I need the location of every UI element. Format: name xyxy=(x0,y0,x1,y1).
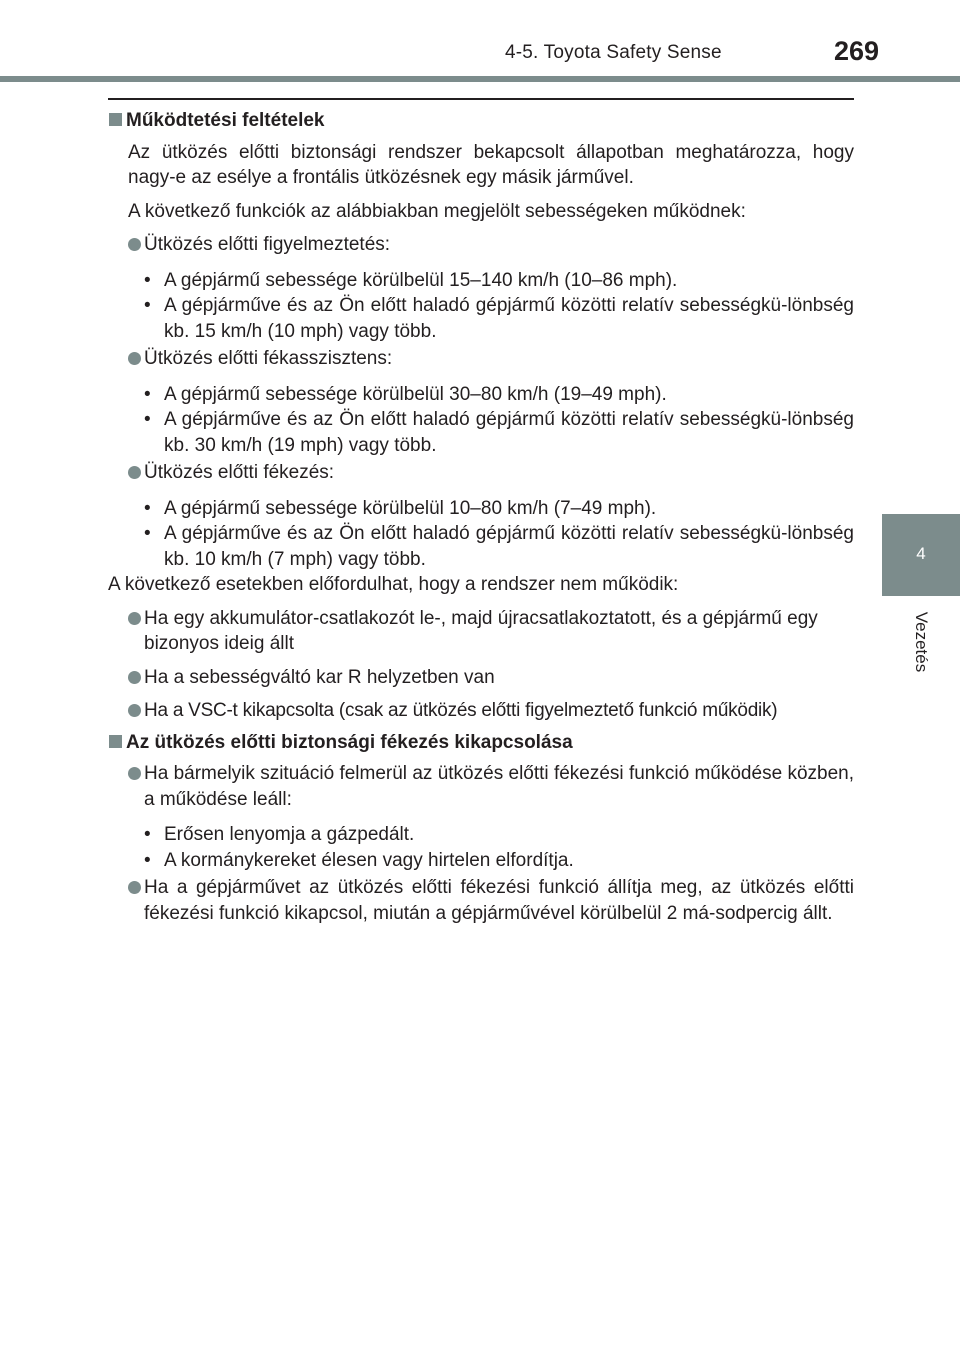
list-item xyxy=(108,698,854,724)
sub-list-item xyxy=(108,822,854,848)
list-item-text: Ha bármelyik szituáció felmerül az ütközés előtti fékezési funkció működése közben, a működése leáll: xyxy=(144,763,854,810)
header-rule xyxy=(0,76,960,82)
round-bullet-icon xyxy=(128,238,141,251)
bullet-dot-icon: • xyxy=(144,849,151,871)
header-section-title: 4-5. Toyota Safety Sense xyxy=(505,42,722,63)
list-item xyxy=(108,346,854,372)
round-bullet-icon xyxy=(128,671,141,684)
sub-list-item xyxy=(108,293,854,344)
section-heading xyxy=(108,730,854,756)
sub-list-item xyxy=(108,268,854,294)
sub-list-item-text: A gépjármű sebessége körülbelül 30–80 km/h (19–49 mph). xyxy=(164,383,667,405)
page-number: 269 xyxy=(834,36,880,66)
round-bullet-icon xyxy=(128,352,141,365)
round-bullet-icon xyxy=(128,466,141,479)
sub-list-item xyxy=(108,382,854,408)
list-item-text: Ha a gépjárművet az ütközés előtti fékezési funkció állítja meg, az ütközés előtti fékezési funkció kikapcsol, miután a gépjárművével körülbelül 2 má-sodpercig állt. xyxy=(144,877,854,924)
list-item xyxy=(108,875,854,926)
round-bullet-icon xyxy=(128,612,141,625)
bullet-dot-icon: • xyxy=(144,523,151,544)
round-bullet-icon xyxy=(128,881,141,894)
list-item-text: Ha a VSC-t kikapcsolta (csak az ütközés előtti figyelmeztető funkció működik) xyxy=(144,700,778,721)
list-item xyxy=(108,232,854,258)
section-heading xyxy=(108,108,854,134)
section-heading-text: Az ütközés előtti biztonsági fékezés kikapcsolása xyxy=(126,731,573,753)
sub-list-item-text: A gépjárműve és az Ön előtt haladó gépjármű közötti relatív sebességkü-lönbség kb. 10 km/h (7 mph) vagy több. xyxy=(164,523,854,570)
sub-list-item xyxy=(108,496,854,522)
sub-list-item-text: Erősen lenyomja a gázpedált. xyxy=(164,824,415,845)
sub-list-item-text: A gépjárműve és az Ön előtt haladó gépjármű közötti relatív sebességkü-lönbség kb. 15 km/h (10 mph) vagy több. xyxy=(164,295,854,342)
sub-list-item-text: A kormánykereket élesen vagy hirtelen elfordítja. xyxy=(164,849,574,871)
sub-list-item-text: A gépjármű sebessége körülbelül 10–80 km/h (7–49 mph). xyxy=(164,497,657,519)
section-heading-text: Működtetési feltételek xyxy=(126,110,325,131)
sub-list-item-text: A gépjármű sebessége körülbelül 15–140 km/h (10–86 mph). xyxy=(164,269,678,291)
list-item xyxy=(108,460,854,486)
chapter-tab xyxy=(882,514,960,596)
sub-list-item xyxy=(108,848,854,874)
bullet-dot-icon: • xyxy=(144,383,151,405)
paragraph: A következő esetekben előfordulhat, hogy a rendszer nem működik: xyxy=(108,574,679,595)
square-bullet-icon xyxy=(109,735,122,748)
bullet-dot-icon: • xyxy=(144,497,151,519)
list-item-text: Ütközés előtti fékasszisztens: xyxy=(144,348,393,369)
round-bullet-icon xyxy=(128,767,141,780)
sub-list-item-text: A gépjárműve és az Ön előtt haladó gépjármű közötti relatív sebességkü-lönbség kb. 30 km/h (19 mph) vagy több. xyxy=(164,409,854,456)
list-item xyxy=(108,665,854,691)
sub-list-item xyxy=(108,407,854,458)
sub-list-item xyxy=(108,521,854,572)
chapter-number: 4 xyxy=(916,544,926,563)
paragraph: Az ütközés előtti biztonsági rendszer bekapcsolt állapotban meghatározza, hogy nagy-e az esélye a frontális ütközésnek egy másik járművel. xyxy=(128,141,854,188)
bullet-dot-icon: • xyxy=(144,824,151,845)
bullet-dot-icon: • xyxy=(144,295,151,316)
square-bullet-icon xyxy=(109,113,122,126)
chapter-label: Vezetés xyxy=(912,611,931,673)
bullet-dot-icon: • xyxy=(144,269,151,291)
round-bullet-icon xyxy=(128,704,141,717)
list-item xyxy=(108,606,854,657)
list-item-text: Ha egy akkumulátor-csatlakozót le-, majd újracsatlakoztatott, és a gépjármű egy bizonyos ideig állt xyxy=(144,607,818,654)
bullet-dot-icon: • xyxy=(144,409,151,430)
list-item-text: Ütközés előtti figyelmeztetés: xyxy=(144,234,391,255)
list-item-text: Ütközés előtti fékezés: xyxy=(144,462,335,483)
list-item xyxy=(108,761,854,812)
page-content xyxy=(108,108,854,926)
list-item-text: Ha a sebességváltó kar R helyzetben van xyxy=(144,666,495,688)
content-top-rule xyxy=(108,98,854,100)
paragraph: A következő funkciók az alábbiakban megjelölt sebességeken működnek: xyxy=(128,200,746,222)
